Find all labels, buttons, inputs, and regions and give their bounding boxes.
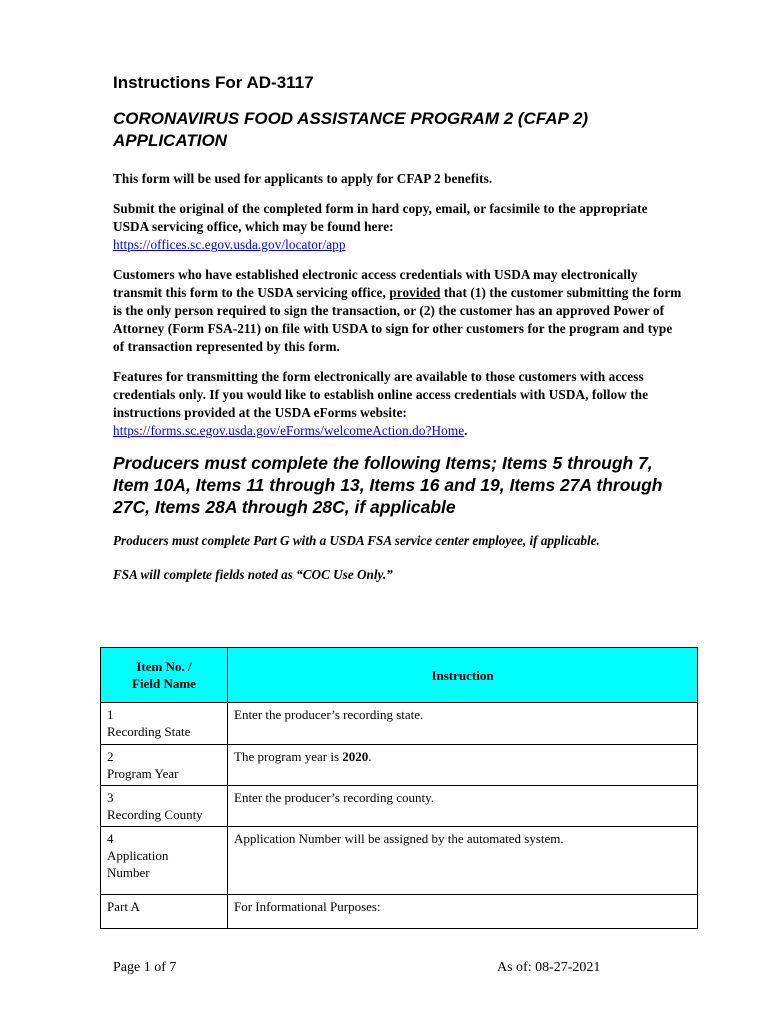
program-title-line2: APPLICATION [113,131,227,150]
table-row [101,895,698,929]
required-items-heading: Producers must complete the following Items; Items 5 through 7, Item 10A, Items 11 through 13, Items 16 and 19, Items 27A through 27C, Items 28A through 28C, if applicable [113,453,663,517]
coc-note: FSA will complete fields noted as “COC Use Only.” [113,567,393,582]
credentials-text-b: that (1) the customer submitting the form is the only person required to sign the transaction, or (2) the customer has an approved Power of Attorney (Form FSA-211) on file with USDA to sign for other customers for the program and type of transaction represented by this form. [113,285,682,354]
table-row [101,703,698,745]
item-number: 4 [107,831,114,846]
program-year-value: 2020 [342,749,369,764]
program-title-line1: CORONAVIRUS FOOD ASSISTANCE PROGRAM 2 (CFAP 2) [113,109,589,128]
header-instruction: Instruction [228,648,698,703]
instruction-end: . [368,749,372,764]
features-paragraph [113,368,683,440]
document-title: Instructions For AD-3117 [113,73,314,92]
field-name: Application Number [107,848,169,880]
item-cell [101,827,228,895]
purpose-paragraph: This form will be used for applicants to apply for CFAP 2 benefits. [113,171,493,186]
table-row [101,786,698,827]
item-cell [101,703,228,745]
provided-underlined: provided [389,285,441,300]
field-name: Recording County [107,807,203,822]
table-header-row [101,648,698,703]
part-g-note: Producers must complete Part G with a USDA FSA service center employee, if applicable. [113,533,600,548]
instructions-table [100,647,698,929]
field-name: Recording State [107,724,191,739]
item-cell [101,895,228,929]
document-page [113,72,683,600]
table-row [101,827,698,895]
instruction-cell: Enter the producer’s recording county. [228,786,698,827]
credentials-text-a: Customers who have established electronic access credentials with USDA may electronically transmit this form to the USDA servicing office, [113,267,638,300]
item-cell [101,745,228,786]
item-number: 2 [107,749,114,764]
features-text: Features for transmitting the form electronically are available to those customers with access credentials only. If you would like to establish online access credentials with USDA, follow the instructions provided at the USDA eForms website: [113,369,649,420]
program-title [113,108,683,152]
field-name: Part A [107,899,140,914]
instruction-cell [228,745,698,786]
item-number: 3 [107,790,114,805]
header-item-field [101,648,228,703]
credentials-paragraph [113,266,683,356]
instruction-text: The program year is [234,749,343,764]
submit-paragraph [113,200,683,254]
instruction-cell: Enter the producer’s recording state. [228,703,698,745]
locator-link[interactable]: https://offices.sc.egov.usda.gov/locator/app [113,237,346,252]
header-item-no: Item No. / [136,659,192,674]
header-field-name: Field Name [132,676,196,691]
eforms-link[interactable]: https://forms.sc.egov.usda.gov/eForms/welcomeAction.do?Home [113,423,465,438]
table-row [101,745,698,786]
item-number: 1 [107,707,114,722]
page-number: Page 1 of 7 [113,960,177,975]
revision-date: As of: 08-27-2021 [497,960,601,975]
field-name: Program Year [107,766,179,781]
submit-text: Submit the original of the completed form in hard copy, email, or facsimile to the appropriate USDA servicing office, which may be found here: [113,201,648,234]
instruction-cell: Application Number will be assigned by the automated system. [228,827,698,895]
item-cell [101,786,228,827]
instruction-cell: For Informational Purposes: [228,895,698,929]
features-end: . [464,423,468,438]
